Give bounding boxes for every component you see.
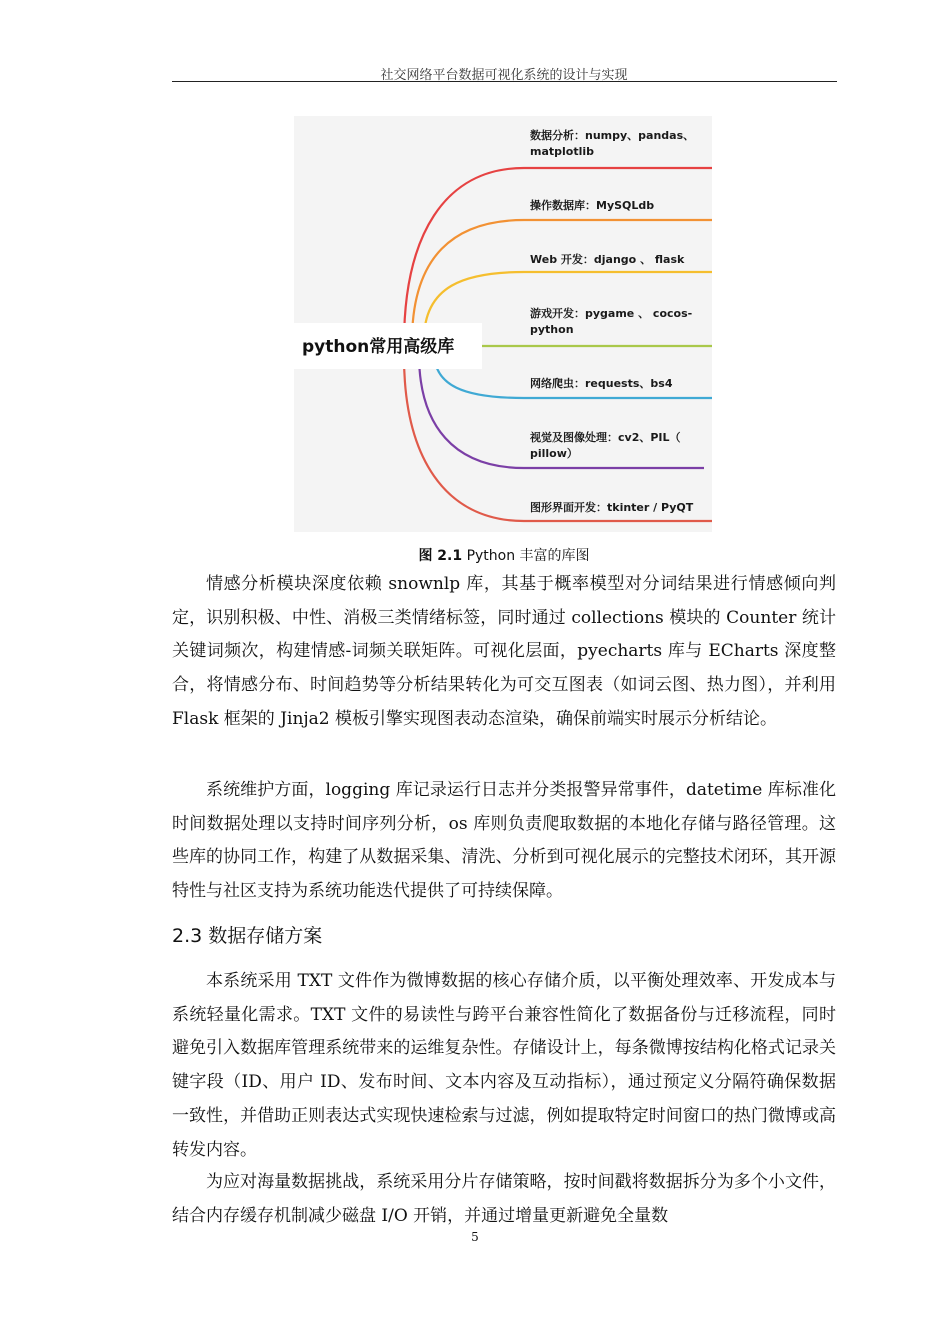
mindmap-svg xyxy=(294,116,712,532)
paragraph-txt-storage: 本系统采用 TXT 文件作为微博数据的核心存储介质，以平衡处理效率、开发成本与系统轻量化需求。TXT 文件的易读性与跨平台兼容性简化了数据备份与迁移流程，同时避免引入数据库管理系统带来的运维复杂性。存储设计上，每条微博按结构化格式记录关键字段（ID、用户 ID、发布时间、文本内容及互动指标），通过预定义分隔符确保数据一致性，并借助正则表达式实现快速检索与过滤，例如提取特定时间窗口的热门微博或高转发内容。 xyxy=(172,971,836,1160)
python-libraries-mindmap xyxy=(294,116,712,532)
section-heading: 2.3 数据存储方案 xyxy=(172,925,323,947)
paragraph-sharding: 为应对海量数据挑战，系统采用分片存储策略，按时间戳将数据拆分为多个小文件，结合内存缓存机制减少磁盘 I/O 开销，并通过增量更新避免全量数 xyxy=(172,1172,836,1226)
leaf-label-0b: matplotlib xyxy=(530,145,595,158)
leaf-label-3: 游戏开发：pygame 、 cocos- xyxy=(530,307,693,320)
figure-caption-text: Python 丰富的库图 xyxy=(466,548,590,564)
paragraph-sentiment-analysis: 情感分析模块深度依赖 snownlp 库，其基于概率模型对分词结果进行情感倾向判定，识别积极、中性、消极三类情绪标签，同时通过 collections 模块的 Counter 统计关键词频次，构建情感-词频关联矩阵。可视化层面，pyecharts 库与 ECharts 深度整合，将情感分布、时间趋势等分析结果转化为可交互图表（如词云图、热力图），并利用 Flask 框架的 Jinja2 模板引擎实现图表动态渲染，确保前端实时展示分析结论。 xyxy=(172,574,836,729)
running-header: 社交网络平台数据可视化系统的设计与实现 xyxy=(380,68,628,83)
root-node-label: python常用高级库 xyxy=(302,337,455,357)
leaf-label-5: 视觉及图像处理：cv2、PIL（ xyxy=(530,431,681,444)
header-rule xyxy=(172,81,837,82)
leaf-label-0: 数据分析：numpy、pandas、 xyxy=(530,129,695,142)
figure-caption xyxy=(172,545,836,565)
figure-caption-label: 图 2.1 xyxy=(418,548,463,564)
leaf-label-3b: python xyxy=(530,323,574,336)
leaf-label-6: 图形界面开发：tkinter / PyQT xyxy=(530,501,694,514)
page-number: 5 xyxy=(471,1230,479,1244)
leaf-label-4: 网络爬虫：requests、bs4 xyxy=(530,377,673,390)
leaf-label-5b: pillow） xyxy=(530,447,578,460)
leaf-label-2: Web 开发：django 、 flask xyxy=(530,253,685,266)
leaf-label-1: 操作数据库：MySQLdb xyxy=(530,199,655,212)
paragraph-system-maintenance: 系统维护方面，logging 库记录运行日志并分类报警异常事件，datetime 库标准化时间数据处理以支持时间序列分析，os 库则负责爬取数据的本地化存储与路径管理。这些库的协同工作，构建了从数据采集、清洗、分析到可视化展示的完整技术闭环，其开源特性与社区支持为系统功能迭代提供了可持续保障。 xyxy=(172,780,836,902)
